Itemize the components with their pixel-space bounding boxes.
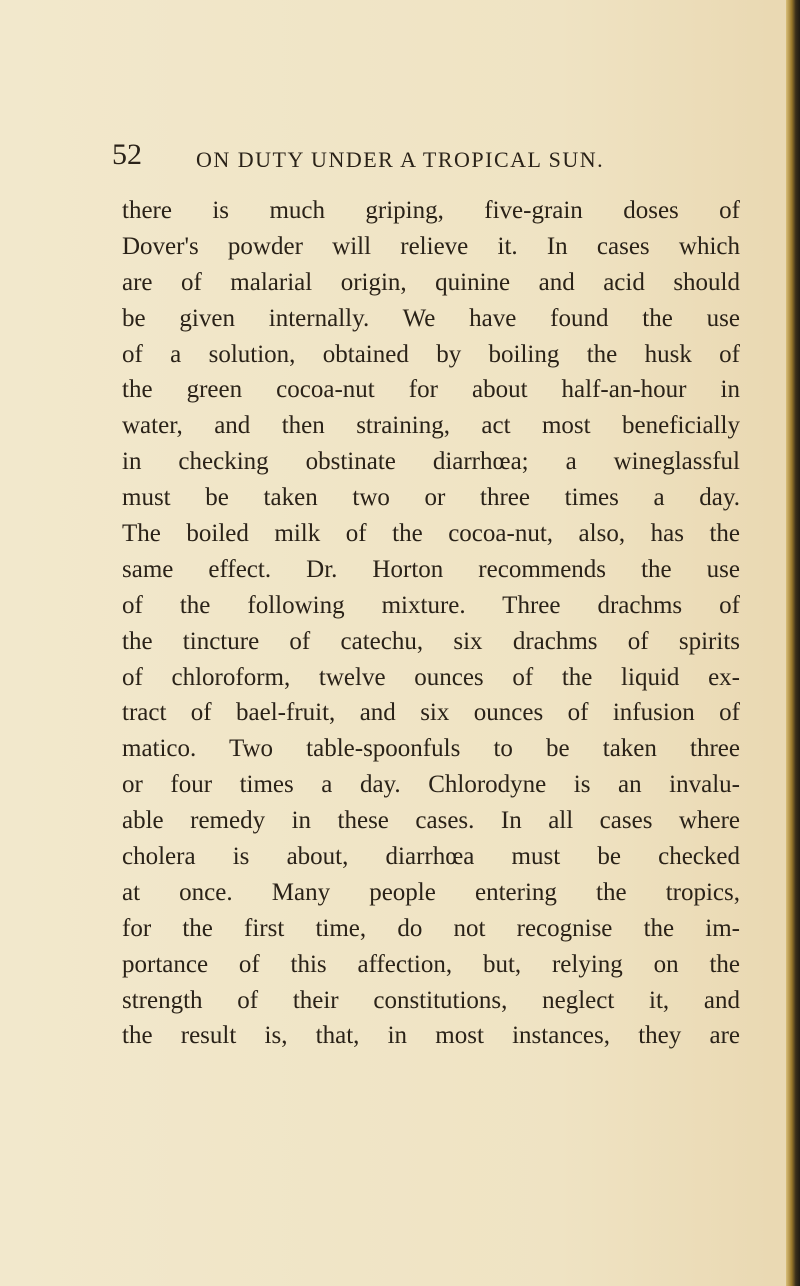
text-line: same effect. Dr. Horton recommends the use: [122, 555, 740, 583]
text-line: are of malarial origin, quinine and acid should: [122, 268, 740, 296]
text-line: strength of their constitutions, neglect it, and: [122, 986, 740, 1014]
text-line: able remedy in these cases. In all cases where: [122, 807, 740, 835]
text-line: there is much griping, five-grain doses of: [122, 197, 740, 224]
text-line: be given internally. We have found the use: [122, 304, 740, 332]
text-line: of a solution, obtained by boiling the husk of: [122, 340, 740, 368]
text-line: or four times a day. Chlorodyne is an invalu-: [122, 771, 740, 799]
text-line: the tincture of catechu, six drachms of spirits: [122, 627, 740, 655]
page-edge-shadow: [786, 0, 800, 1286]
body-text: [122, 193, 740, 1054]
text-line: The boiled milk of the cocoa-nut, also, has the: [122, 520, 740, 548]
text-line: cholera is about, diarrhœa must be checked: [122, 843, 740, 871]
text-line: the green cocoa-nut for about half-an-hour in: [122, 376, 740, 404]
text-line: water, and then straining, act most beneficially: [122, 412, 740, 440]
text-line: of the following mixture. Three drachms of: [122, 591, 740, 619]
text-line: portance of this affection, but, relying on the: [122, 950, 740, 978]
text-line: the result is, that, in most instances, they are: [122, 1022, 740, 1050]
text-line: matico. Two table-spoonfuls to be taken three: [122, 735, 740, 763]
text-line: in checking obstinate diarrhœa; a wineglassful: [122, 448, 740, 476]
text-line: for the first time, do not recognise the im-: [122, 914, 740, 942]
text-line: must be taken two or three times a day.: [122, 484, 740, 512]
text-line: tract of bael-fruit, and six ounces of infusion of: [122, 699, 740, 727]
text-line: of chloroform, twelve ounces of the liquid ex-: [122, 663, 740, 691]
text-line: Dover's powder will relieve it. In cases which: [122, 232, 740, 260]
page-number: 52: [112, 138, 142, 171]
text-line: at once. Many people entering the tropics,: [122, 878, 740, 906]
running-head: ON DUTY UNDER A TROPICAL SUN.: [196, 147, 605, 172]
